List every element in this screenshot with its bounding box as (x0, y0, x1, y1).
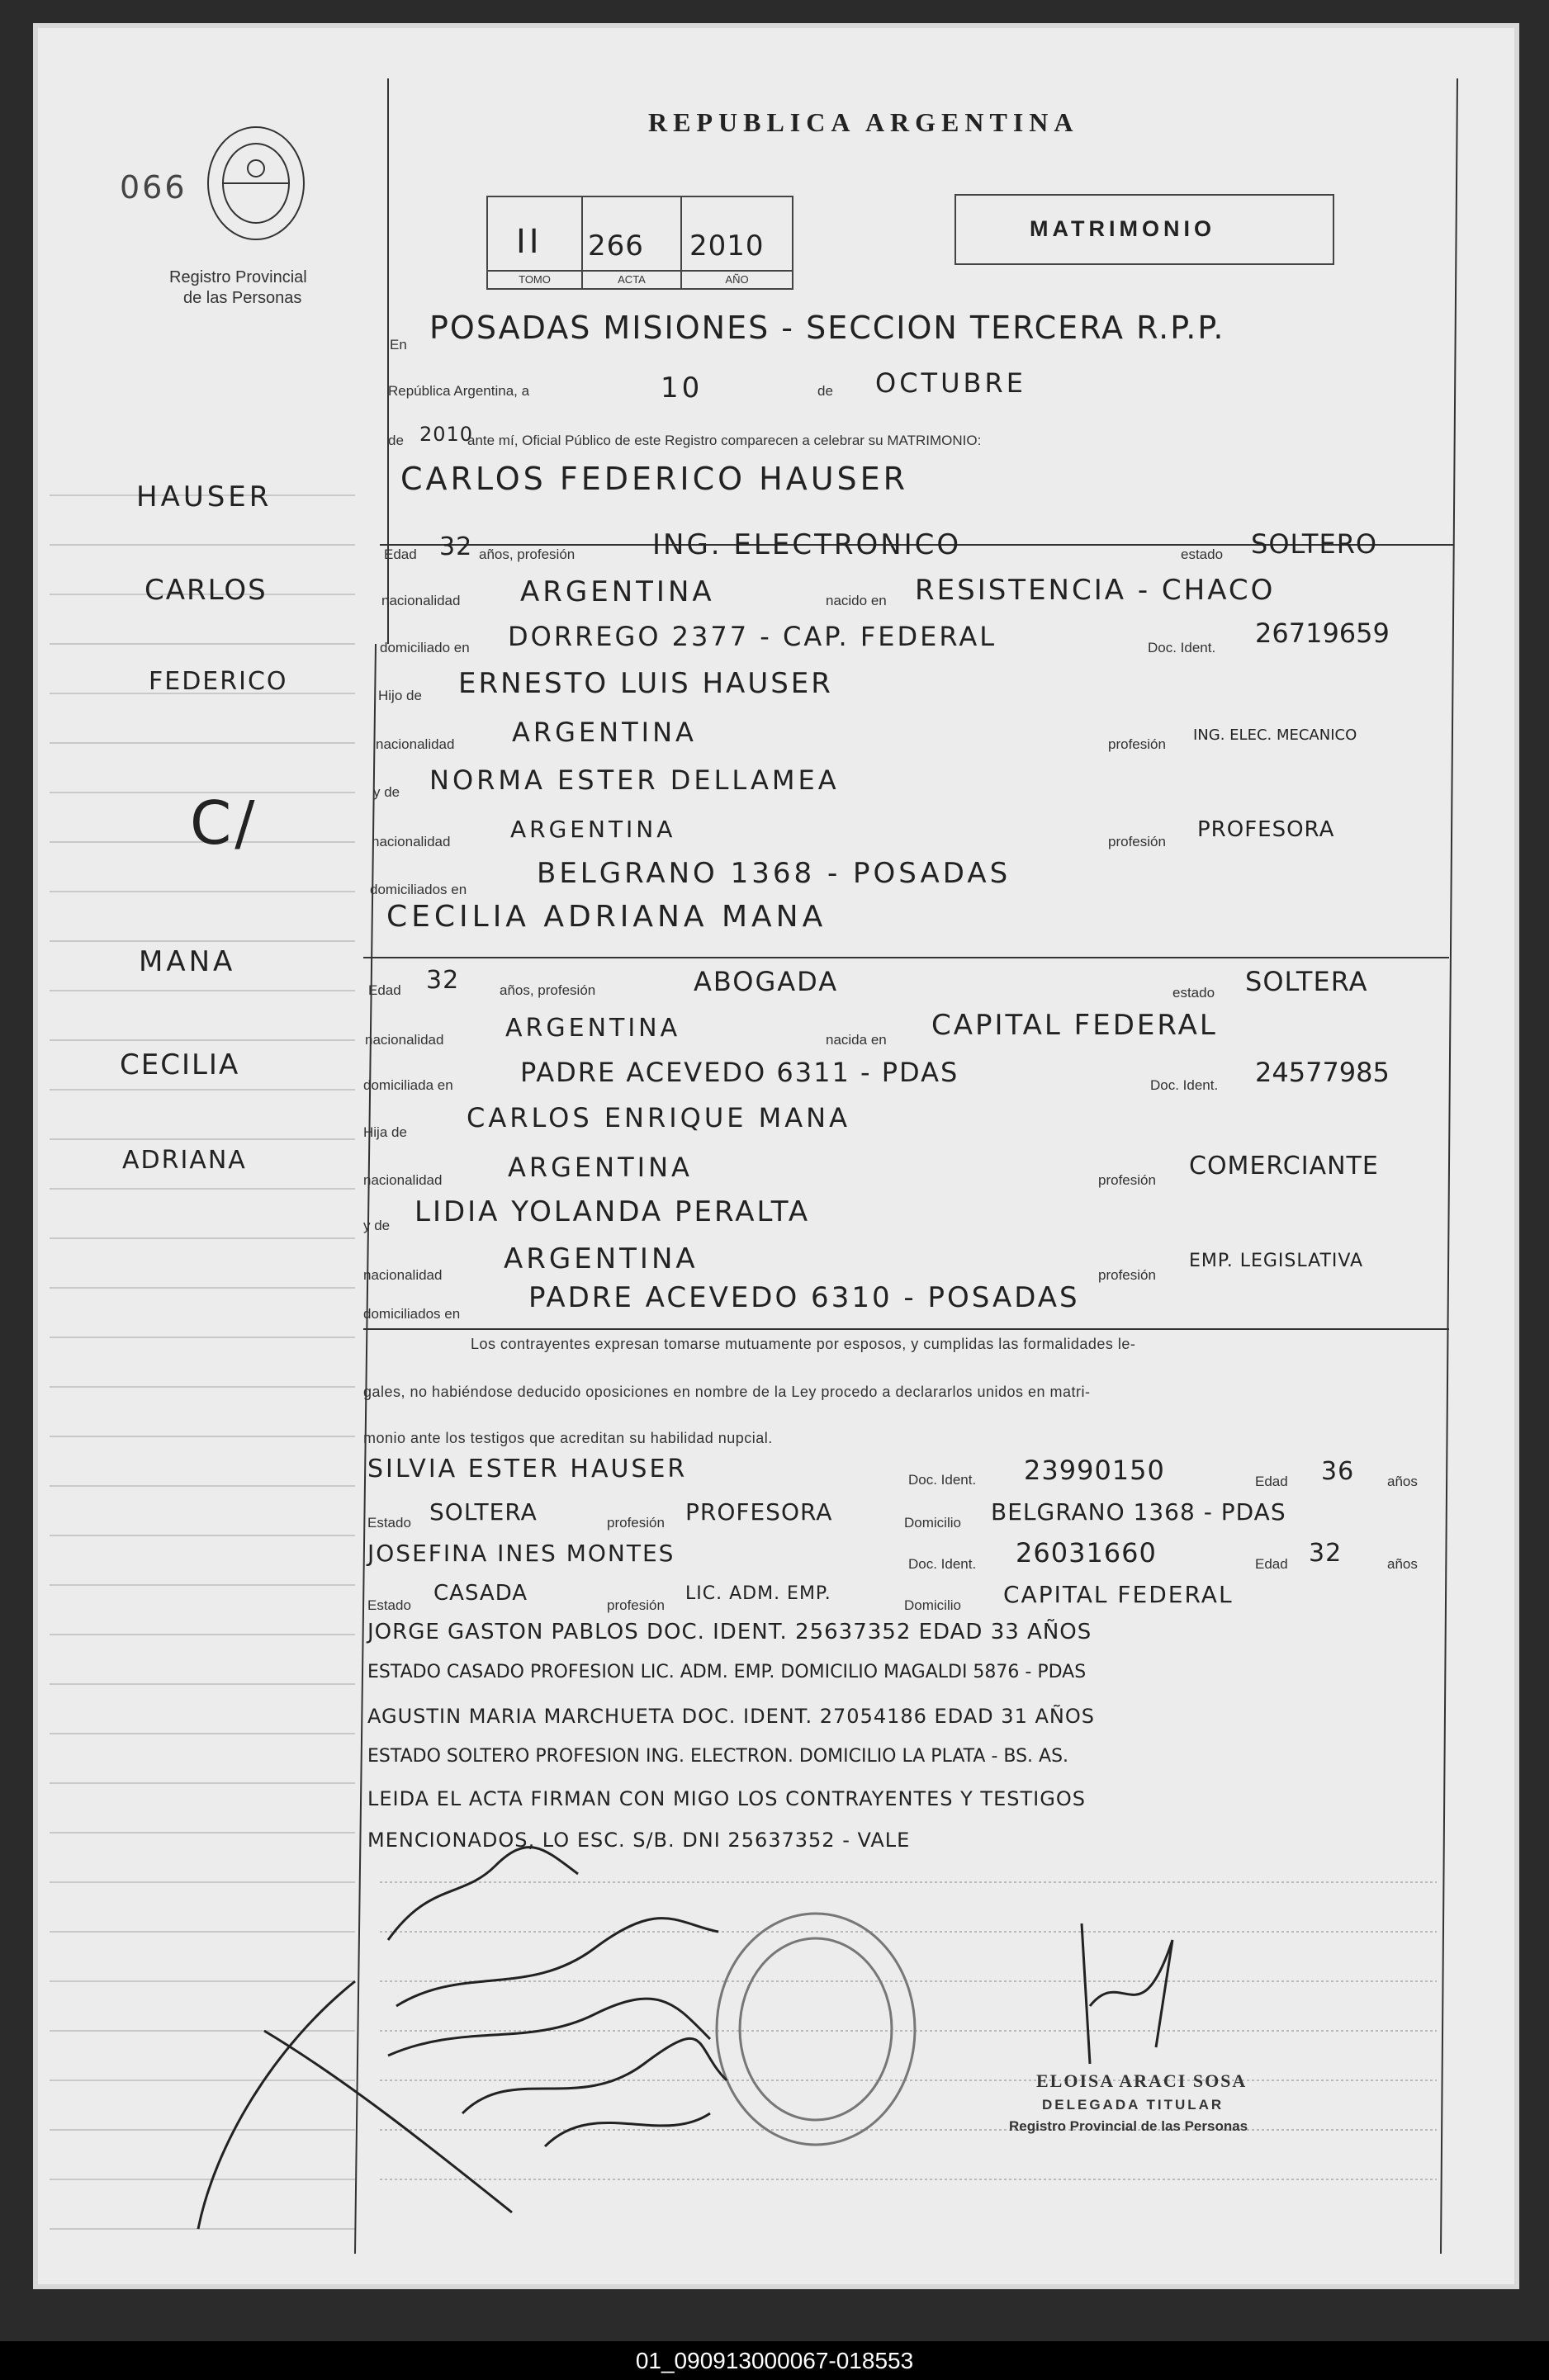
year: 2010 (419, 423, 474, 446)
label-profesion-b2: profesión (1098, 1267, 1156, 1283)
groom-name: CARLOS FEDERICO HAUSER (400, 461, 909, 497)
label-republica: República Argentina, a (388, 383, 530, 399)
registry-line2: de las Personas (183, 289, 302, 307)
witness1-doc: 23990150 (1024, 1455, 1165, 1486)
label-estado: estado (1181, 547, 1224, 562)
label-nacionalidad-3: nacionalidad (372, 834, 451, 849)
closing-line-2: gales, no habiéndose deducido oposiciones en nombre de la Ley procedo a declararlos unidos en matri- (363, 1384, 1091, 1400)
margin-name-1: HAUSER (136, 480, 272, 513)
acta-label: ACTA (618, 273, 646, 286)
label-w2-anos: años (1387, 1556, 1418, 1572)
label-w2-domicilio: Domicilio (904, 1597, 961, 1613)
groom-birthplace: RESISTENCIA - CHACO (915, 574, 1276, 607)
label-hijo-de: Hijo de (378, 688, 422, 703)
bride-mother: LIDIA YOLANDA PERALTA (414, 1195, 811, 1228)
label-nacido-en: nacido en (826, 593, 887, 608)
label-nacionalidad: nacionalidad (381, 593, 461, 608)
label-domiciliado-en: domiciliado en (380, 640, 470, 655)
label-w2-profesion: profesión (607, 1597, 665, 1613)
label-nacionalidad-b: nacionalidad (365, 1032, 444, 1048)
label-w1-edad: Edad (1255, 1474, 1288, 1489)
witness2-status: CASADA (433, 1581, 528, 1606)
bride-name: CECILIA ADRIANA MANA (386, 900, 827, 934)
margin-name-2: CARLOS (144, 574, 268, 607)
bride-birthplace: CAPITAL FEDERAL (931, 1009, 1218, 1042)
witness2-profession: LIC. ADM. EMP. (685, 1583, 831, 1604)
witness1-profession: PROFESORA (685, 1498, 833, 1526)
groom-address: DORREGO 2377 - CAP. FEDERAL (508, 621, 997, 652)
registry-line1: Registro Provincial (169, 268, 307, 286)
label-domiciliados-en: domiciliados en (370, 882, 467, 897)
bride-status: SOLTERA (1245, 966, 1368, 997)
witness1-address: BELGRANO 1368 - PDAS (991, 1498, 1286, 1526)
groom-doc: 26719659 (1255, 617, 1390, 649)
label-hija-de: Hija de (363, 1124, 407, 1140)
groom-nationality: ARGENTINA (520, 575, 715, 608)
groom-profession: ING. ELECTRONICO (652, 528, 962, 561)
label-w1-doc: Doc. Ident. (908, 1472, 977, 1488)
margin-name-5: MANA (139, 945, 236, 978)
label-y-de-b: y de (363, 1218, 391, 1233)
label-doc-ident: Doc. Ident. (1148, 640, 1216, 655)
label-profesion: profesión (1108, 736, 1166, 752)
country-title: REPUBLICA ARGENTINA (648, 107, 1079, 137)
bride-father-prof: COMERCIANTE (1189, 1152, 1379, 1181)
bride-age: 32 (426, 966, 460, 995)
label-nacionalidad-b3: nacionalidad (363, 1267, 443, 1283)
officer-name: ELOISA ARACI SOSA (1036, 2070, 1248, 2091)
witness2-age: 32 (1309, 1539, 1343, 1568)
book-acta: 266 (588, 229, 644, 263)
extra-line-6: MENCIONADOS, LO ESC. S/B. DNI 25637352 - VALE (367, 1829, 911, 1852)
label-w1-domicilio: Domicilio (904, 1515, 961, 1531)
label-de-year: de (388, 433, 404, 448)
groom-mother-nat: ARGENTINA (510, 816, 676, 843)
label-w1-estado: Estado (367, 1515, 411, 1531)
label-nacida-en: nacida en (826, 1032, 887, 1048)
anio-label: AÑO (725, 273, 749, 286)
label-nacionalidad-b2: nacionalidad (363, 1172, 443, 1188)
bride-nationality: ARGENTINA (505, 1014, 681, 1043)
label-w2-edad: Edad (1255, 1556, 1288, 1572)
groom-status: SOLTERO (1251, 528, 1378, 560)
closing-line-3: monio ante los testigos que acreditan su habilidad nupcial. (363, 1430, 773, 1446)
label-profesion-b: profesión (1098, 1172, 1156, 1188)
margin-name-7: ADRIANA (122, 1146, 247, 1175)
label-w2-estado: Estado (367, 1597, 411, 1613)
doc-type: MATRIMONIO (1030, 216, 1215, 241)
serial-footer: 01_090913000067-018553 (0, 2341, 1549, 2380)
groom-parents-address: BELGRANO 1368 - POSADAS (537, 857, 1011, 890)
groom-mother-prof: PROFESORA (1197, 817, 1335, 842)
registry-number: 066 (120, 169, 187, 206)
tomo-label: TOMO (519, 273, 551, 286)
bride-father: CARLOS ENRIQUE MANA (467, 1102, 850, 1133)
extra-line-1: JORGE GASTON PABLOS DOC. IDENT. 25637352 EDAD 33 AÑOS (367, 1620, 1092, 1644)
label-edad: Edad (384, 547, 417, 562)
extra-line-2: ESTADO CASADO PROFESION LIC. ADM. EMP. DOMICILIO MAGALDI 5876 - PDAS (367, 1662, 1087, 1682)
label-en: En (390, 337, 407, 353)
extra-line-5: LEIDA EL ACTA FIRMAN CON MIGO LOS CONTRAYENTES Y TESTIGOS (367, 1787, 1086, 1810)
groom-age: 32 (439, 532, 473, 561)
intro-text: ante mí, Oficial Público de este Registro comparecen a celebrar su MATRIMONIO: (467, 433, 982, 448)
bride-doc: 24577985 (1255, 1057, 1390, 1088)
groom-father-prof: ING. ELEC. MECANICO (1193, 726, 1357, 744)
label-nacionalidad-2: nacionalidad (376, 736, 455, 752)
witness1-status: SOLTERA (429, 1498, 538, 1526)
label-w1-profesion: profesión (607, 1515, 665, 1531)
bride-father-nat: ARGENTINA (508, 1152, 693, 1183)
groom-father: ERNESTO LUIS HAUSER (458, 667, 833, 700)
day: 10 (661, 371, 703, 405)
book-tomo: II (516, 223, 542, 261)
officer-title: DELEGADA TITULAR (1042, 2097, 1225, 2113)
witness1-age: 36 (1321, 1457, 1355, 1486)
place: POSADAS MISIONES - SECCION TERCERA R.P.P. (429, 310, 1225, 346)
groom-mother: NORMA ESTER DELLAMEA (429, 764, 840, 796)
label-estado-b: estado (1172, 985, 1215, 1001)
label-profesion-2: profesión (1108, 834, 1166, 849)
label-w2-doc: Doc. Ident. (908, 1556, 977, 1572)
margin-name-6: CECILIA (120, 1048, 240, 1081)
label-edad-b: Edad (368, 982, 401, 998)
label-anos-profesion-b: años, profesión (500, 982, 596, 998)
closing-line-1: Los contrayentes expresan tomarse mutuamente por esposos, y cumplidas las formalidades le- (471, 1336, 1136, 1352)
extra-line-4: ESTADO SOLTERO PROFESION ING. ELECTRON. DOMICILIO LA PLATA - BS. AS. (367, 1746, 1069, 1767)
book-anio: 2010 (689, 229, 765, 263)
label-anos-profesion: años, profesión (479, 547, 576, 562)
witness2-doc: 26031660 (1016, 1537, 1157, 1569)
bride-parents-address: PADRE ACEVEDO 6310 - POSADAS (528, 1281, 1080, 1314)
margin-name-3: FEDERICO (149, 667, 288, 696)
extra-line-3: AGUSTIN MARIA MARCHUETA DOC. IDENT. 27054186 EDAD 31 AÑOS (367, 1705, 1095, 1728)
bride-address: PADRE ACEVEDO 6311 - PDAS (520, 1057, 959, 1088)
witness2-address: CAPITAL FEDERAL (1003, 1581, 1234, 1608)
label-doc-ident-b: Doc. Ident. (1150, 1077, 1219, 1093)
bride-profession: ABOGADA (694, 966, 839, 997)
groom-father-nat: ARGENTINA (512, 717, 697, 748)
label-de: de (817, 383, 833, 399)
label-domiciliados-en-b: domiciliados en (363, 1306, 461, 1322)
bride-mother-prof: EMP. LEGISLATIVA (1189, 1251, 1364, 1271)
month: OCTUBRE (875, 367, 1026, 399)
label-domiciliada-en: domiciliada en (363, 1077, 453, 1093)
label-y-de: y de (373, 784, 400, 800)
witness1-name: SILVIA ESTER HAUSER (367, 1455, 688, 1483)
label-w1-anos: años (1387, 1474, 1418, 1489)
bride-mother-nat: ARGENTINA (504, 1242, 699, 1275)
witness2-name: JOSEFINA INES MONTES (367, 1540, 675, 1567)
margin-name-4: C/ (190, 788, 258, 858)
officer-office: Registro Provincial de las Personas (1009, 2118, 1248, 2134)
